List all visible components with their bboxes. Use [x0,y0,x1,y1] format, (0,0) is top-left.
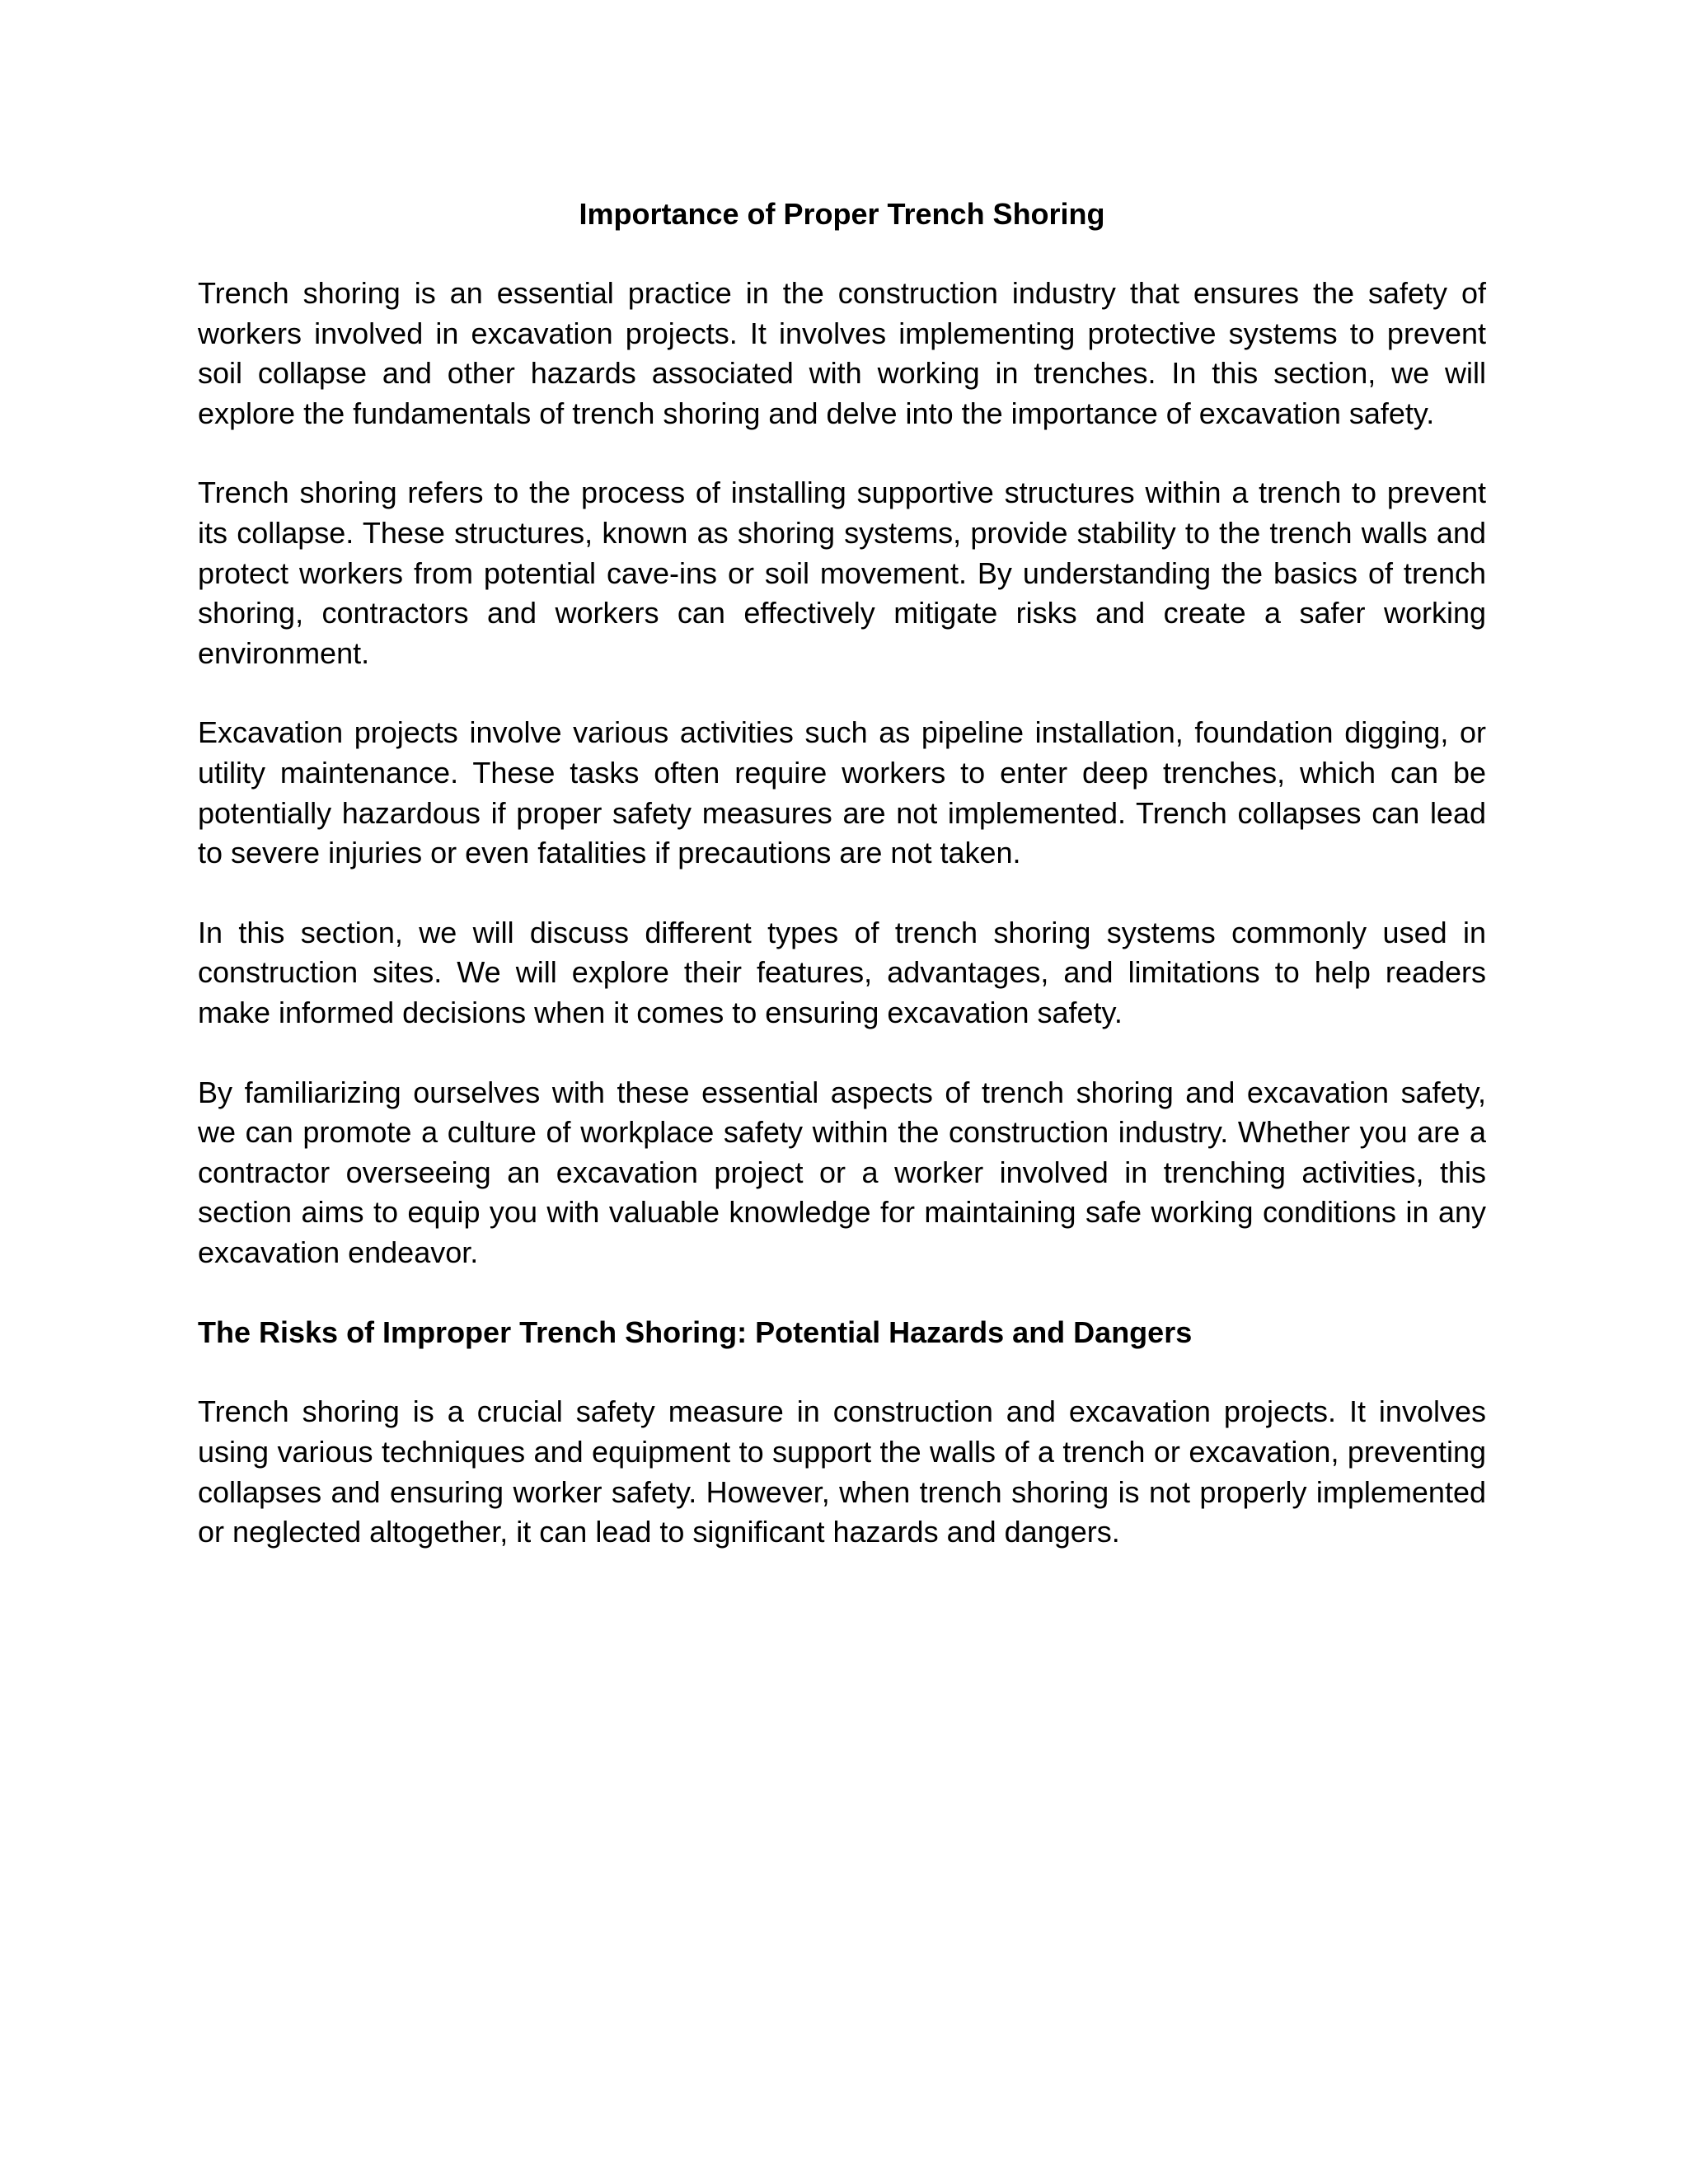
document-page [198,194,1486,1592]
section-heading-risks: The Risks of Improper Trench Shoring: Potential Hazards and Dangers [198,1315,1193,1350]
paragraph-intro-4: In this section, we will discuss different types of trench shoring systems commonly used in construction sites. We will explore their features, advantages, and limitations to help readers make informed decisions when it comes to ensuring excavation safety. [198,915,1486,1029]
paragraph-intro-3: Excavation projects involve various activities such as pipeline installation, foundation digging, or utility maintenance. These tasks often require workers to enter deep trenches, which can be potentially hazardous if proper safety measures are not implemented. Trench collapses can lead to severe injuries or even fatalities if precautions are not taken. [198,715,1486,870]
paragraph-risks-1: Trench shoring is a crucial safety measure in construction and excavation projects. It involves using various techniques and equipment to support the walls of a trench or excavation, preventing collapses and ensuring worker safety. However, when trench shoring is not properly implemented or neglected altogether, it can lead to significant hazards and dangers. [198,1394,1486,1549]
paragraph-intro-2: Trench shoring refers to the process of installing supportive structures within a trench to prevent its collapse. These structures, known as shoring systems, provide stability to the trench walls and protect workers from potential cave-ins or soil movement. By understanding the basics of trench shoring, contractors and workers can effectively mitigate risks and create a safer working environment. [198,476,1486,670]
paragraph-intro-1: Trench shoring is an essential practice in the construction industry that ensures the safety of workers involved in excavation projects. It involves implementing protective systems to prevent soil collapse and other hazards associated with working in trenches. In this section, we will explore the fundamentals of trench shoring and delve into the importance of excavation safety. [198,276,1486,430]
paragraph-intro-5: By familiarizing ourselves with these essential aspects of trench shoring and excavation safety, we can promote a culture of workplace safety within the construction industry. Whether you are a contractor overseeing an excavation project or a worker involved in trenching activities, this section aims to equip you with valuable knowledge for maintaining safe working conditions in any excavation endeavor. [198,1075,1486,1269]
document-title: Importance of Proper Trench Shoring [579,197,1105,231]
